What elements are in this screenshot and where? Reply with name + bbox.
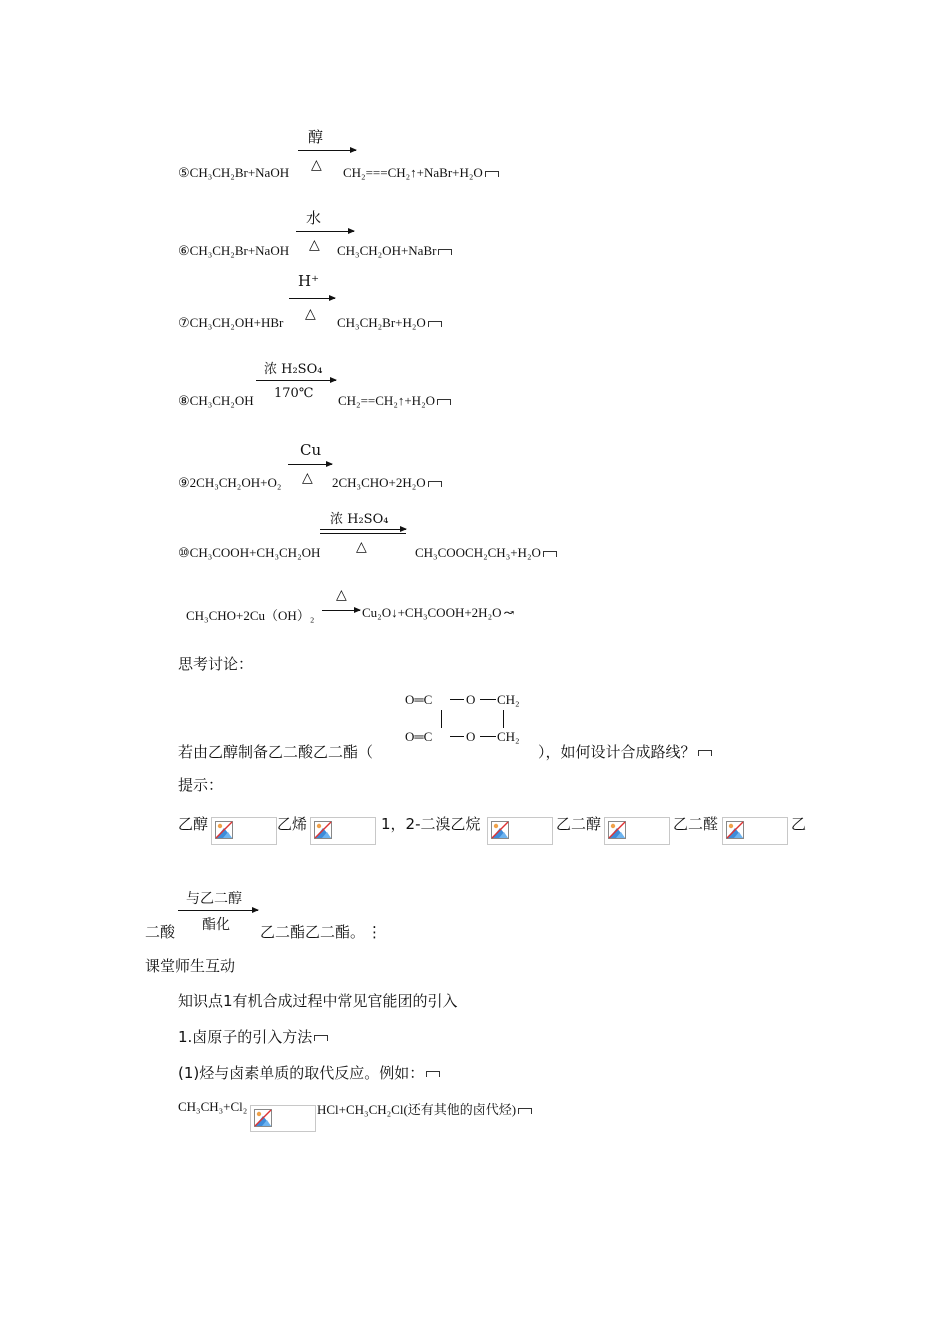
condition-above-8: 浓 H₂SO₄ — [264, 362, 323, 377]
structure-row1-o: O — [466, 692, 476, 707]
broken-image-icon — [608, 821, 626, 839]
broken-image-icon — [254, 1109, 272, 1127]
route-step-2: 乙烯 — [277, 815, 308, 833]
structure-vbond-left — [441, 710, 442, 728]
structure-vbond-right — [503, 710, 504, 728]
reaction-arrow-reverse-10 — [320, 533, 406, 534]
structure-bond-1a — [450, 699, 464, 700]
image-placeholder-6 — [250, 1105, 316, 1132]
image-placeholder-1 — [211, 817, 277, 845]
product-11: Cu₂O↓+CH₃COOH+2H₂O ↝ — [362, 605, 515, 620]
structure-bond-1b — [480, 699, 496, 700]
reactant-5: ⑤CH₃CH₂Br+NaOH — [178, 165, 290, 180]
condition-below-10: △ — [356, 539, 367, 555]
image-placeholder-3 — [487, 817, 553, 845]
discussion-question-after: ），如何设计合成路线？ — [538, 741, 712, 762]
product-10: CH₃COOCH₂CH₃+H₂O — [415, 545, 557, 561]
hint-label: 提示： — [178, 776, 224, 794]
image-placeholder-5 — [722, 817, 788, 845]
condition-below-6: △ — [309, 237, 320, 253]
reactant-9: ⑨2CH₃CH₂OH+O₂ — [178, 475, 282, 490]
reactant-8: ⑧CH₃CH₂OH — [178, 393, 254, 408]
condition-below-9: △ — [302, 470, 313, 486]
route-cond-below: 酯化 — [202, 917, 230, 933]
reactant-6: ⑥CH₃CH₂Br+NaOH — [178, 243, 290, 258]
product-8: CH₂==CH₂↑+H₂O — [338, 393, 451, 409]
condition-above-9: Cu — [300, 441, 322, 459]
reactant-7: ⑦CH₃CH₂OH+HBr — [178, 315, 284, 330]
reaction-arrow-6 — [296, 231, 354, 232]
product-9: 2CH₃CHO+2H₂O — [332, 475, 442, 491]
route-arrow — [178, 910, 258, 911]
condition-above-10: 浓 H₂SO₄ — [330, 512, 389, 527]
condition-below-7: △ — [305, 306, 316, 322]
broken-image-icon — [215, 821, 233, 839]
reactant-10: ⑩CH₃COOH+CH₃CH₂OH — [178, 545, 321, 560]
reactant-11: CH₃CHO+2Cu（OH）₂ — [186, 608, 315, 623]
route-line2-start: 二酸 — [145, 923, 176, 941]
condition-above-11: △ — [336, 587, 347, 603]
structure-bond-2b — [480, 736, 496, 737]
route-step-1: 乙醇 — [178, 815, 209, 833]
route-step-3: 1，2-二溴乙烷 — [381, 815, 481, 833]
route-step-4: 乙二醇 — [556, 815, 602, 833]
condition-below-8: 170℃ — [274, 386, 314, 401]
structure-row2-left: O═C — [405, 729, 433, 744]
structure-row2-ch2: CH₂ — [497, 729, 520, 744]
discussion-heading: 思考讨论： — [178, 655, 254, 673]
reaction-arrow-7 — [289, 298, 335, 299]
knowledge-point: 知识点1有机合成过程中常见官能团的引入 — [178, 992, 458, 1010]
route-line2-end: 乙二酯乙二酯。 ⋮ — [260, 923, 383, 941]
reaction-arrow-forward-10 — [320, 529, 406, 530]
structure-row1-left: O═C — [405, 692, 433, 707]
discussion-question-before: 若由乙醇制备乙二酸乙二酯（ — [178, 743, 374, 761]
item-1-1: (1)烃与卤素单质的取代反应。例如： — [178, 1062, 440, 1083]
image-placeholder-4 — [604, 817, 670, 845]
condition-above-5: 醇 — [308, 128, 324, 146]
structure-bond-2a — [450, 736, 464, 737]
broken-image-icon — [314, 821, 332, 839]
reaction-arrow-11 — [322, 610, 360, 611]
product-5: CH₂===CH₂↑+NaBr+H₂O — [343, 165, 499, 181]
structure-row2-o: O — [466, 729, 476, 744]
condition-below-5: △ — [311, 157, 322, 173]
product-6: CH₃CH₂OH+NaBr — [337, 243, 452, 259]
item-1: 1.卤原子的引入方法 — [178, 1026, 328, 1047]
broken-image-icon — [726, 821, 744, 839]
example-product: HCl+CH₃CH₂Cl(还有其他的卤代烃) — [317, 1099, 532, 1118]
broken-image-icon — [491, 821, 509, 839]
product-7: CH₃CH₂Br+H₂O — [337, 315, 442, 331]
example-reactant: CH₃CH₃+Cl₂ — [178, 1099, 248, 1114]
route-step-5: 乙二醛 — [673, 815, 719, 833]
route-step-6: 乙 — [791, 815, 807, 833]
reaction-arrow-5 — [298, 150, 356, 151]
image-placeholder-2 — [310, 817, 376, 845]
reaction-arrow-8 — [256, 380, 336, 381]
condition-above-6: 水 — [306, 209, 322, 227]
condition-above-7: H⁺ — [298, 272, 319, 290]
route-cond-above: 与乙二醇 — [186, 891, 242, 907]
structure-row1-ch2: CH₂ — [497, 692, 520, 707]
section-title: 课堂师生互动 — [145, 957, 236, 975]
reaction-arrow-9 — [288, 464, 332, 465]
